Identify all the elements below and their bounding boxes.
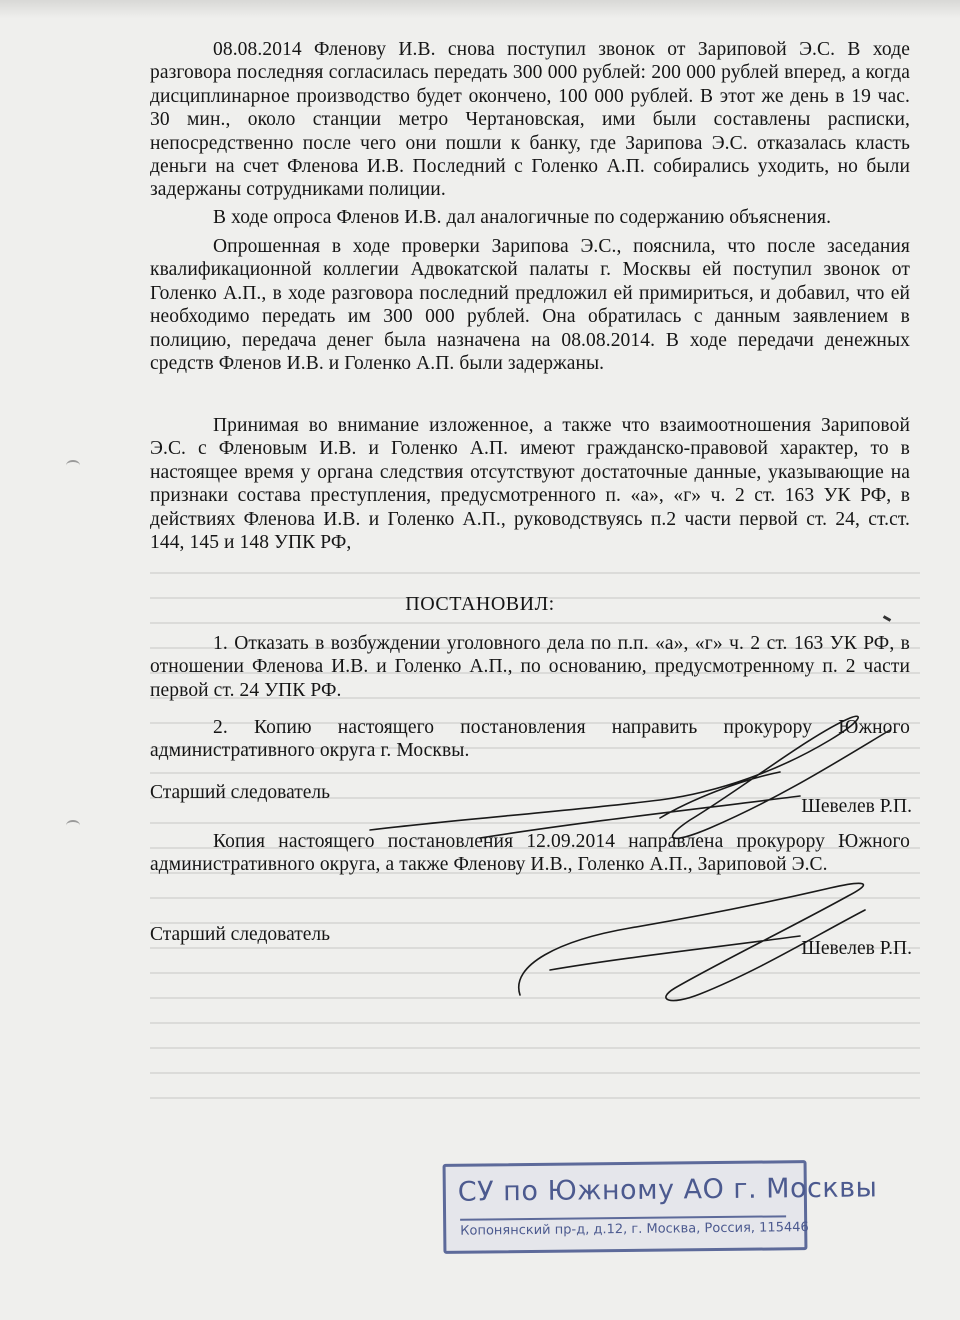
stamp-organization-name: СУ по Южному АО г. Москвы	[457, 1172, 878, 1208]
handwritten-signature	[470, 870, 910, 1020]
punch-hole-mark	[66, 820, 80, 831]
paragraph-conclusion: Принимая во внимание изложенное, а также что взаимоотношения Зариповой Э.С. с Фленовым И.В. и Голенко А.П. имеют гражданско-правовой характер, то в настоящее время у органа следствия отсутствуют достаточные данные, указывающие на признаки состава преступления, предусмотренного п. «а», «г» ч. 2 ст. 163 УК РФ, в действиях Фленова И.В. и Голенко А.П., руководствуясь п.2 части первой ст. 24, ст.ст. 144, 145 и 148 УПК РФ,	[150, 415, 910, 554]
scan-top-edge	[0, 0, 960, 18]
punch-hole-mark	[66, 460, 80, 471]
paragraph-interview: В ходе опроса Фленов И.В. дал аналогичные по содержанию объяснения.	[213, 207, 832, 228]
decision-item-2: 2. Копию настоящего постановления направить прокурору Южного административного округа г. Москвы.	[150, 717, 910, 762]
organization-stamp	[443, 1160, 878, 1254]
signer-title: Старший следователь	[150, 924, 331, 945]
signer-name: Шевелев Р.П.	[801, 796, 912, 817]
copy-notice: Копия настоящего постановления 12.09.2014 направлена прокурору Южного административного округа, а также Фленову И.В., Голенко А.П., Зариповой Э.С.	[150, 831, 910, 876]
signer-title: Старший следователь	[150, 782, 331, 803]
paragraph-call-details: 08.08.2014 Фленову И.В. снова поступил звонок от Зариповой Э.С. В ходе разговора последняя согласилась передать 300 000 рублей: 200 000 рублей вперед, а когда дисциплинарное производство будет окончено, 100 000 рублей. В этот же день в 19 час. 30 мин., около станции метро Чертановская, ими были составлены расписки, непосредственно после чего они пошли к банку, где Зарипова Э.С. отказалась класть деньги на счет Фленова И.В. Последний с Голенко А.П. собирались уходить, но были задержаны сотрудниками полиции.	[150, 39, 910, 201]
signer-name: Шевелев Р.П.	[801, 938, 912, 959]
stamp-address: Копонянский пр-д, д.12, г. Москва, Россия, 115446	[460, 1215, 786, 1238]
paragraph-zaripova-statement: Опрошенная в ходе проверки Зарипова Э.С., пояснила, что после заседания квалификационной коллегии Адвокатской палаты г. Москвы ей поступил звонок от Голенко А.П., в ходе разговора последний предложил ей примириться, и добавил, что ей необходимо передать им 300 000 рублей. Она обратилась с данным заявлением в полицию, передача денег была назначена на 08.08.2014. В ходе передачи денежных средств Фленов И.В. и Голенко А.П. были задержаны.	[150, 236, 910, 375]
resolution-heading: ПОСТАНОВИЛ:	[405, 593, 555, 615]
decision-item-1: 1. Отказать в возбуждении уголовного дела по п.п. «а», «г» ч. 2 ст. 163 УК РФ, в отношении Фленова И.В. и Голенко А.П., по основанию, предусмотренному п. 2 части первой ст. 24 УПК РФ.	[150, 633, 910, 701]
